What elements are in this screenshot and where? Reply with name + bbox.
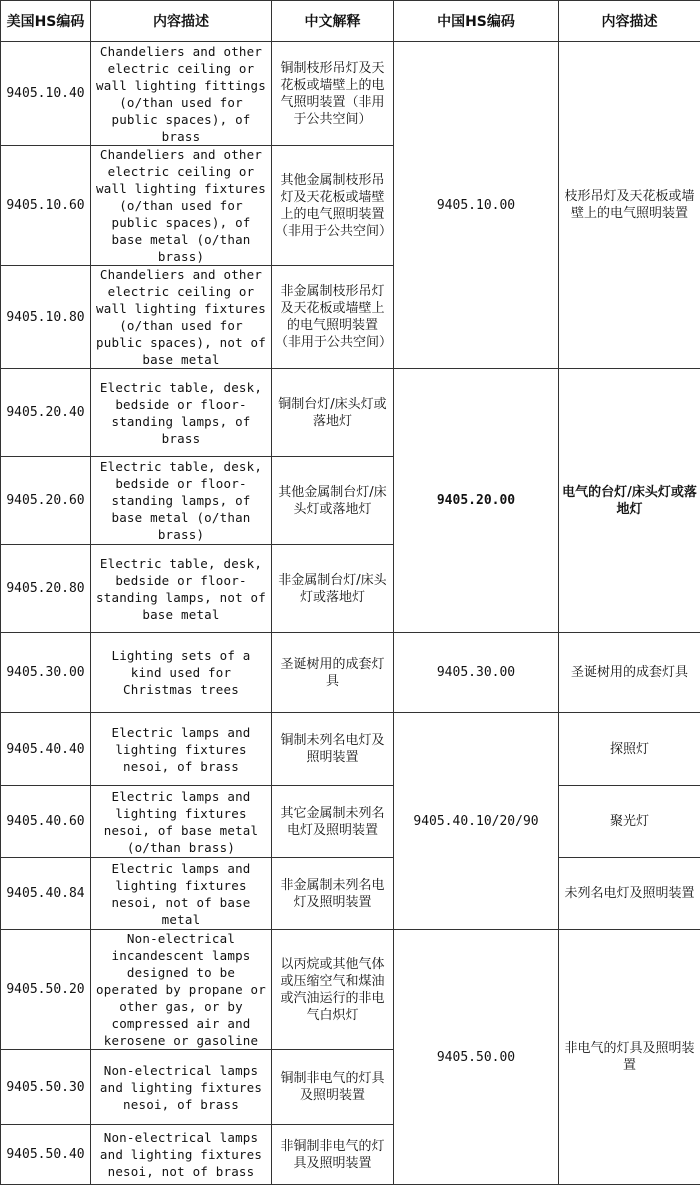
description-en: Electric lamps and lighting fixtures nesoi, of base metal (o/than brass) xyxy=(91,786,272,858)
header-description: 内容描述 xyxy=(91,1,272,42)
table-row xyxy=(1,633,700,713)
description-en: Electric lamps and lighting fixtures nesoi, not of base metal xyxy=(91,858,272,930)
cn-description: 未列名电灯及照明装置 xyxy=(559,858,700,930)
cn-description: 聚光灯 xyxy=(559,786,700,858)
header-row xyxy=(1,1,700,42)
chinese-explanation: 非金属制枝形吊灯及天花板或墙壁上的电气照明装置（非用于公共空间） xyxy=(272,266,394,369)
description-en: Electric lamps and lighting fixtures nesoi, of brass xyxy=(91,713,272,786)
us-hs-code: 9405.40.84 xyxy=(1,858,91,930)
us-hs-code: 9405.10.80 xyxy=(1,266,91,369)
chinese-explanation: 其他金属制枝形吊灯及天花板或墙壁上的电气照明装置（非用于公共空间） xyxy=(272,146,394,266)
us-hs-code: 9405.40.40 xyxy=(1,713,91,786)
chinese-explanation: 以丙烷或其他气体或压缩空气和煤油或汽油运行的非电气白炽灯 xyxy=(272,930,394,1050)
table-row xyxy=(1,930,700,1050)
chinese-explanation: 圣诞树用的成套灯具 xyxy=(272,633,394,713)
description-en: Chandeliers and other electric ceiling or wall lighting fittings (o/than used for public spaces), of brass xyxy=(91,42,272,146)
header-chinese-explanation: 中文解释 xyxy=(272,1,394,42)
chinese-explanation: 其他金属制台灯/床头灯或落地灯 xyxy=(272,457,394,545)
table-row xyxy=(1,42,700,146)
chinese-explanation: 铜制未列名电灯及照明装置 xyxy=(272,713,394,786)
table-row xyxy=(1,858,700,930)
description-en: Chandeliers and other electric ceiling or wall lighting fixtures (o/than used for public spaces), of base metal (o/than brass) xyxy=(91,146,272,266)
cn-hs-code: 9405.20.00 xyxy=(394,369,559,633)
us-hs-code: 9405.50.20 xyxy=(1,930,91,1050)
chinese-explanation: 非铜制非电气的灯具及照明装置 xyxy=(272,1125,394,1185)
header-cn-description: 内容描述 xyxy=(559,1,700,42)
description-en: Electric table, desk, bedside or floor-standing lamps, of brass xyxy=(91,369,272,457)
description-en: Non-electrical incandescent lamps designed to be operated by propane or other gas, or by compressed air and kerosene or gasoline xyxy=(91,930,272,1050)
chinese-explanation: 非金属制未列名电灯及照明装置 xyxy=(272,858,394,930)
us-hs-code: 9405.20.40 xyxy=(1,369,91,457)
description-en: Electric table, desk, bedside or floor-standing lamps, of base metal (o/than brass) xyxy=(91,457,272,545)
cn-description: 圣诞树用的成套灯具 xyxy=(559,633,700,713)
cn-description: 电气的台灯/床头灯或落地灯 xyxy=(559,369,700,633)
table-row xyxy=(1,786,700,858)
cn-description: 非电气的灯具及照明装置 xyxy=(559,930,700,1185)
chinese-explanation: 铜制台灯/床头灯或落地灯 xyxy=(272,369,394,457)
cn-hs-code: 9405.40.10/20/90 xyxy=(394,713,559,930)
cn-hs-code: 9405.30.00 xyxy=(394,633,559,713)
table-row xyxy=(1,713,700,786)
chinese-explanation: 铜制非电气的灯具及照明装置 xyxy=(272,1050,394,1125)
us-hs-code: 9405.10.60 xyxy=(1,146,91,266)
us-hs-code: 9405.20.60 xyxy=(1,457,91,545)
chinese-explanation: 非金属制台灯/床头灯或落地灯 xyxy=(272,545,394,633)
header-cn-hs-code: 中国HS编码 xyxy=(394,1,559,42)
description-en: Lighting sets of a kind used for Christmas trees xyxy=(91,633,272,713)
description-en: Non-electrical lamps and lighting fixtures nesoi, of brass xyxy=(91,1050,272,1125)
chinese-explanation: 铜制枝形吊灯及天花板或墙壁上的电气照明装置（非用于公共空间） xyxy=(272,42,394,146)
description-en: Electric table, desk, bedside or floor-standing lamps, not of base metal xyxy=(91,545,272,633)
description-en: Chandeliers and other electric ceiling or wall lighting fixtures (o/than used for public spaces), not of base metal xyxy=(91,266,272,369)
header-us-hs-code: 美国HS编码 xyxy=(1,1,91,42)
us-hs-code: 9405.50.30 xyxy=(1,1050,91,1125)
cn-hs-code: 9405.10.00 xyxy=(394,42,559,369)
us-hs-code: 9405.10.40 xyxy=(1,42,91,146)
us-hs-code: 9405.20.80 xyxy=(1,545,91,633)
us-hs-code: 9405.50.40 xyxy=(1,1125,91,1185)
cn-hs-code: 9405.50.00 xyxy=(394,930,559,1185)
chinese-explanation: 其它金属制未列名电灯及照明装置 xyxy=(272,786,394,858)
us-hs-code: 9405.40.60 xyxy=(1,786,91,858)
cn-description: 探照灯 xyxy=(559,713,700,786)
us-hs-code: 9405.30.00 xyxy=(1,633,91,713)
description-en: Non-electrical lamps and lighting fixtures nesoi, not of brass xyxy=(91,1125,272,1185)
table-row xyxy=(1,369,700,457)
cn-description: 枝形吊灯及天花板或墙壁上的电气照明装置 xyxy=(559,42,700,369)
